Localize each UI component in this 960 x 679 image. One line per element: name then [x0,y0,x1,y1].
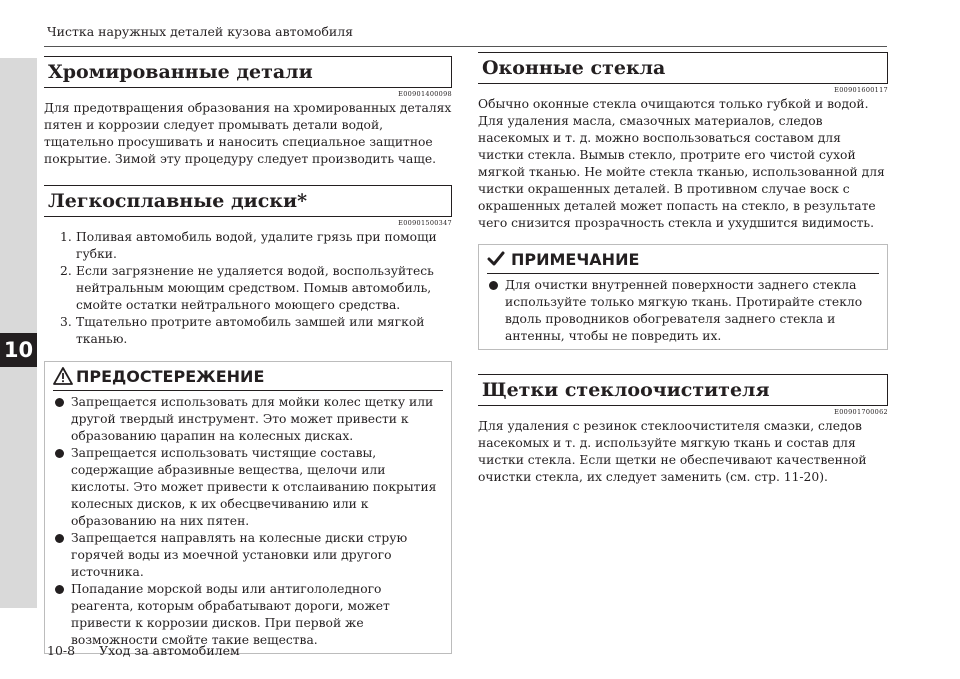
list-item: 1. Поливая автомобиль водой, удалите грязь при помощи губки. [60,230,437,261]
section-code: E00901700062 [834,408,888,416]
windows-text: Обычно оконные стекла очищаются только губкой и водой. Для удаления масла, смазочных материалов, следов насекомых и т. д. можно воспользоваться составом для чистки стекла. Вымыв стекло, протрите его чистой сухой мягкой тканью. Не мойте стекла тканью, использованной для чистки окрашенных деталей. В противном случае воск с окрашенных деталей может попасть на стекло, в результате чего снизится прозрачность стекла и ухудшится видимость. [478,97,885,230]
checkmark-icon [487,251,505,267]
warning-triangle-icon [53,367,73,385]
note-box [478,244,888,350]
chapter-number-tab: 10 [0,333,37,367]
caution-list [51,394,443,649]
section-code: E00901400098 [398,90,452,98]
section-title-alloy: Легкосплавные диски* [44,185,452,217]
section-title-windows: Оконные стекла [478,52,888,84]
note-heading: ПРИМЕЧАНИЕ [511,249,640,269]
section-title-chrome: Хромированные детали [44,56,452,88]
list-item: 3. Тщательно протрите автомобиль замшей или мягкой тканью. [60,315,425,346]
caution-header [53,362,443,391]
page-footer [47,643,264,658]
section-code: E00901600117 [834,86,888,94]
note-list [485,277,879,345]
list-item: Запрещается направлять на колесные диски струю горячей воды из моечной установки или другого источника. [51,530,443,581]
list-item: Запрещается использовать чистящие составы, содержащие абразивные вещества, щелочи или кислоты. Это может привести к отслаиванию покрытия колесных дисков, к их обесцвечиванию или к образованию на них пятен. [51,445,443,530]
list-item: Для очистки внутренней поверхности заднего стекла используйте только мягкую ткань. Протирайте стекло вдоль проводников обогревателя заднего стекла и антенны, чтобы не повредить их. [485,277,879,345]
section-code: E00901500347 [398,219,452,227]
alloy-steps [44,229,452,348]
right-column [478,52,888,486]
chrome-text: Для предотвращения образования на хромированных деталях пятен и коррозии следует промывать детали водой, тщательно просушивать и наносить специальное защитное покрытие. Зимой эту процедуру следует производить чаще. [44,101,452,166]
left-column [44,56,452,654]
list-item: Запрещается использовать для мойки колес щетку или другой твердый инструмент. Это может привести к образованию царапин на колесных дисках. [51,394,443,445]
wipers-text: Для удаления с резинок стеклоочистителя смазки, следов насекомых и т. д. используйте мягкую ткань и состав для чистки стекла. Если щетки не обеспечивают качественной очистки стекла, их следует заменить (см. стр. 11-20). [478,419,867,484]
header-rule [44,46,887,47]
note-header [487,245,879,274]
footer-section: Уход за автомобилем [99,643,240,658]
list-item: 2. Если загрязнение не удаляется водой, воспользуйтесь нейтральным моющим средством. Помыв автомобиль, смойте остатки нейтрального моющего средства. [60,264,434,312]
caution-heading: ПРЕДОСТЕРЕЖЕНИЕ [76,366,265,386]
running-header: Чистка наружных деталей кузова автомобиля [47,24,354,39]
caution-box [44,361,452,654]
section-title-wipers: Щетки стеклоочистителя [478,374,888,406]
list-item: Попадание морской воды или антигололедного реагента, которым обрабатывают дороги, может привести к коррозии дисков. При первой же возможности смойте такие вещества. [51,581,443,649]
page-number: 10-8 [47,643,76,658]
